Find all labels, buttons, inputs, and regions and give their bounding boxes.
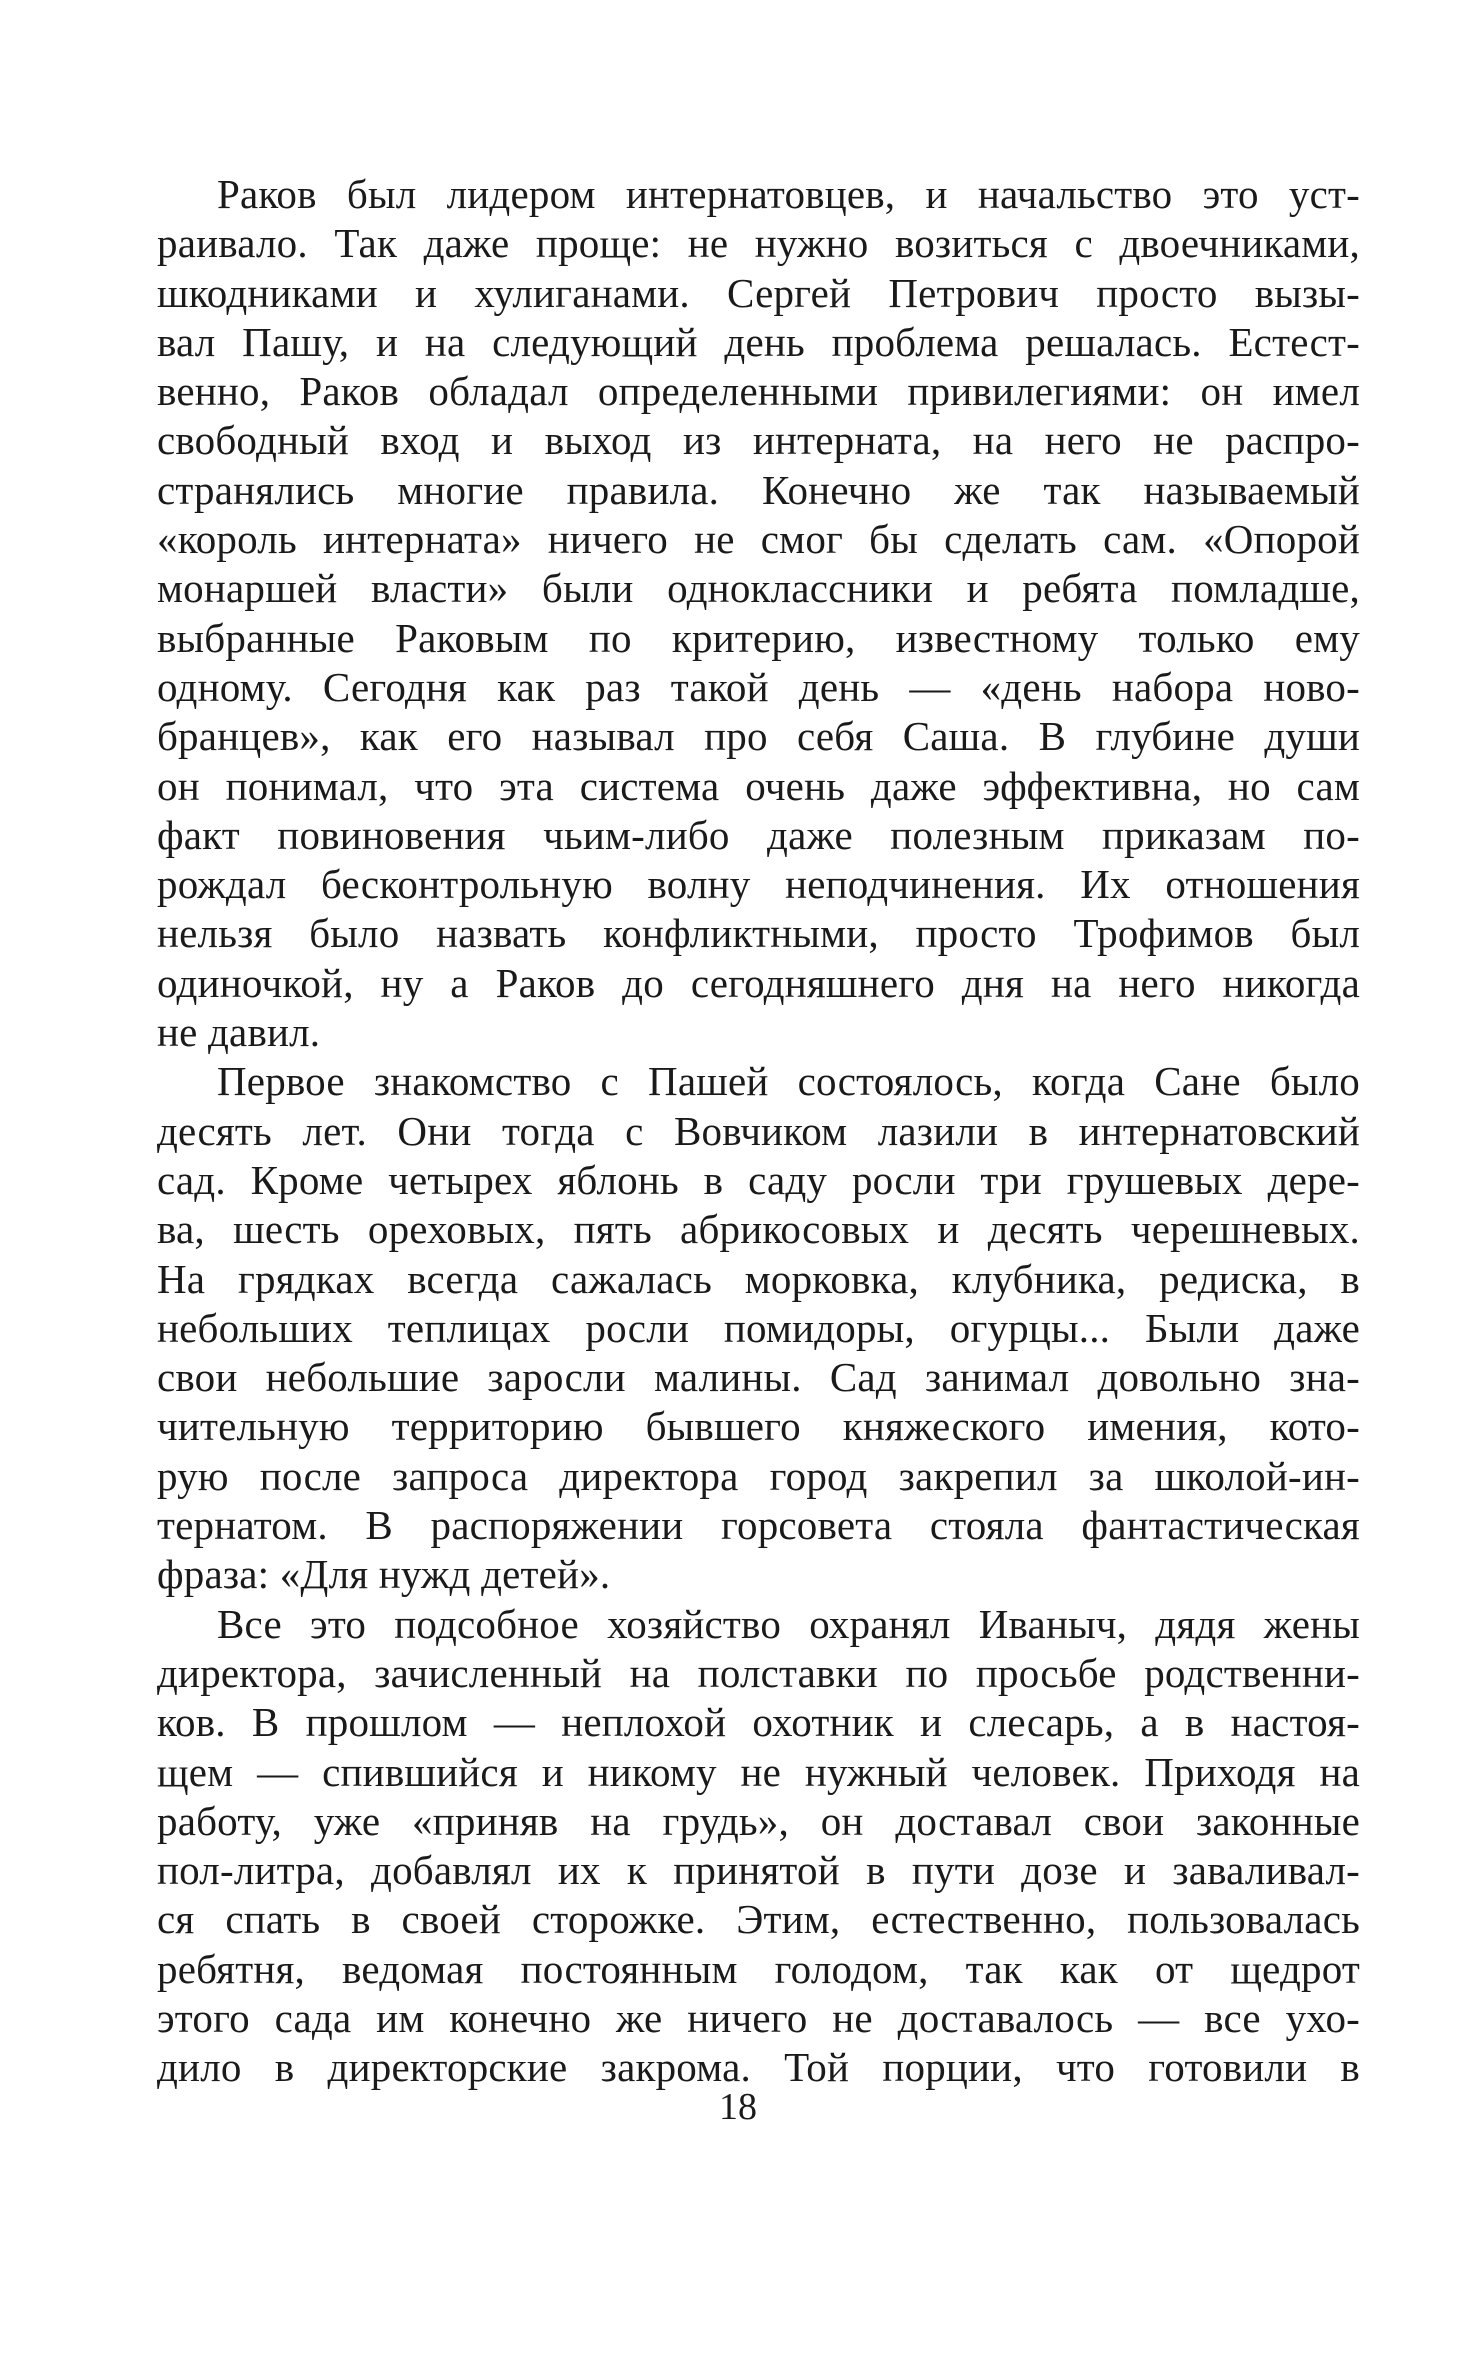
text-line: шкодниками и хулиганами. Сергей Петрович просто вызы- (157, 269, 1360, 316)
text-line: свободный вход и выход из интерната, на него не распро- (157, 417, 1360, 464)
text-line: работу, уже «приняв на грудь», он доставал свои законные (157, 1797, 1360, 1844)
text-line: выбранные Раковым по критерию, известному только ему (157, 614, 1360, 661)
text-line: щем — спившийся и никому не нужный человек. Приходя на (157, 1748, 1360, 1795)
text-line: десять лет. Они тогда с Вовчиком лазили в интернатовский (157, 1107, 1360, 1154)
text-line: раивало. Так даже проще: не нужно возиться с двоечниками, (157, 220, 1360, 267)
text-line: ребятня, ведомая постоянным голодом, так как от щедрот (157, 1945, 1360, 1992)
text-line: вал Пашу, и на следующий день проблема решалась. Естест- (157, 318, 1360, 365)
text-line: рую после запроса директора город закрепил за школой-ин- (157, 1452, 1360, 1499)
paragraph-1 (157, 170, 1360, 1057)
text-line: бранцев», как его называл про себя Саша. В глубине души (157, 713, 1360, 760)
text-line: одному. Сегодня как раз такой день — «день набора ново- (157, 663, 1360, 710)
text-line: ся спать в своей сторожке. Этим, естественно, пользовалась (157, 1896, 1360, 1943)
text-line: небольших теплицах росли помидоры, огурцы... Были даже (157, 1304, 1360, 1351)
text-line: свои небольшие заросли малины. Сад занимал довольно зна- (157, 1354, 1360, 1401)
text-line: Первое знакомство с Пашей состоялось, когда Сане было (217, 1058, 1360, 1105)
text-line: венно, Раков обладал определенными привилегиями: он имел (157, 368, 1360, 415)
text-line: дило в директорские закрома. Той порции, что готовили в (157, 2044, 1360, 2091)
text-line: факт повиновения чьим-либо даже полезным приказам по- (157, 811, 1360, 858)
text-line: ков. В прошлом — неплохой охотник и слесарь, а в настоя- (157, 1699, 1360, 1746)
text-line: Раков был лидером интернатовцев, и начальство это уст- (217, 171, 1360, 217)
text-line: «король интерната» ничего не смог бы сделать сам. «Опорой (157, 516, 1360, 563)
text-line: тернатом. В распоряжении горсовета стояла фантастическая (157, 1502, 1360, 1549)
text-line: фраза: «Для нужд детей». (157, 1551, 611, 1598)
text-line: директора, зачисленный на полставки по просьбе родственни- (157, 1649, 1360, 1696)
text-line: не давил. (157, 1009, 321, 1056)
text-line: этого сада им конечно же ничего не доставалось — все ухо- (157, 1994, 1360, 2041)
text-line: странялись многие правила. Конечно же так называемый (157, 466, 1360, 513)
text-line: чительную территорию бывшего княжеского имения, кото- (157, 1403, 1360, 1450)
text-line: Все это подсобное хозяйство охранял Иваныч, дядя жены (217, 1600, 1360, 1647)
paragraph-2 (157, 1057, 1360, 1599)
text-line: На грядках всегда сажалась морковка, клубника, редиска, в (157, 1255, 1360, 1302)
text-line: он понимал, что эта система очень даже эффективна, но сам (157, 762, 1360, 809)
text-line: ва, шесть ореховых, пять абрикосовых и десять черешневых. (157, 1206, 1360, 1253)
paragraph-3 (157, 1600, 1360, 2093)
text-line: монаршей власти» были одноклассники и ребята помладше, (157, 565, 1360, 612)
text-line: одиночкой, ну а Раков до сегодняшнего дня на него никогда (157, 959, 1360, 1006)
text-line: рождал бесконтрольную волну неподчинения. Их отношения (157, 861, 1360, 908)
book-page-text (157, 170, 1360, 2093)
text-line: пол-литра, добавлял их к принятой в пути дозе и заваливал- (157, 1847, 1360, 1894)
text-line: сад. Кроме четырех яблонь в саду росли три грушевых дере- (157, 1156, 1360, 1203)
text-line: нельзя было назвать конфликтными, просто Трофимов был (157, 910, 1360, 957)
page-number: 18 (719, 2086, 757, 2128)
